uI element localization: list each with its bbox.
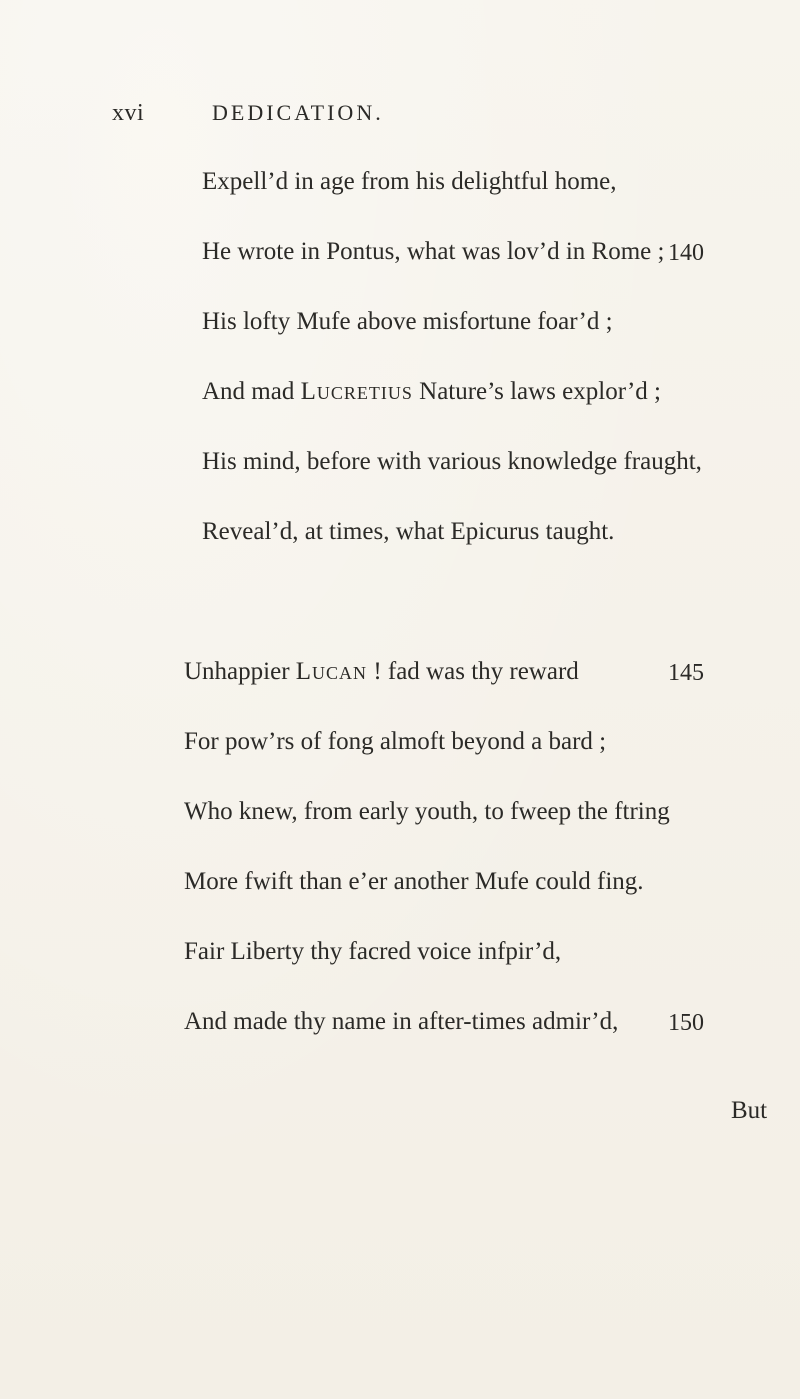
- line-number: 140: [668, 240, 704, 266]
- verse-line: [202, 518, 614, 546]
- verse-line-text: His mind, before with various knowledge fraught,: [202, 448, 702, 475]
- section-title: DEDICATION.: [212, 100, 384, 125]
- line-number: 150: [668, 1010, 704, 1036]
- verse-line: [184, 938, 561, 966]
- verse-line-text: More fwift than e’er another Mufe could fing.: [184, 868, 644, 895]
- verse-line-text: Fair Liberty thy facred voice infpir’d,: [184, 938, 562, 965]
- verse-line: [202, 238, 664, 266]
- verse-line-text: And mad: [202, 378, 301, 405]
- verse-line: [202, 308, 613, 336]
- verse-line: [184, 868, 644, 896]
- line-number: 145: [668, 660, 704, 686]
- poet-name: Lucan: [295, 658, 368, 685]
- verse-line-text: Nature’s laws explor’d ;: [412, 378, 661, 405]
- verse-line: [184, 658, 579, 686]
- verse-line: [184, 798, 670, 826]
- verse-line-text: Who knew, from early youth, to fweep the ftring: [184, 798, 670, 825]
- verse-line-text: Unhappier: [184, 658, 296, 685]
- verse-line-text: He wrote in Pontus, what was lov’d in Rome ;: [202, 238, 665, 265]
- page-number: xvi: [112, 100, 145, 126]
- verse-line: [202, 448, 702, 476]
- verse-line: [202, 168, 617, 196]
- verse-line-text: His lofty Mufe above misfortune foar’d ;: [202, 308, 613, 335]
- running-head: [112, 100, 712, 130]
- poet-name: Lucretius: [300, 378, 413, 405]
- verse-line: [184, 728, 606, 756]
- verse-line-text: Reveal’d, at times, what Epicurus taught.: [202, 518, 615, 545]
- verse-line-text: ! fad was thy reward: [367, 658, 579, 685]
- verse-line-text: Expell’d in age from his delightful home,: [202, 168, 617, 195]
- verse-line: [184, 1008, 618, 1036]
- verse-line: [202, 378, 661, 406]
- verse-line-text: For pow’rs of fong almoft beyond a bard ;: [184, 728, 607, 755]
- catchword: But: [731, 1097, 768, 1124]
- verse-line-text: And made thy name in after-times admir’d,: [184, 1008, 619, 1035]
